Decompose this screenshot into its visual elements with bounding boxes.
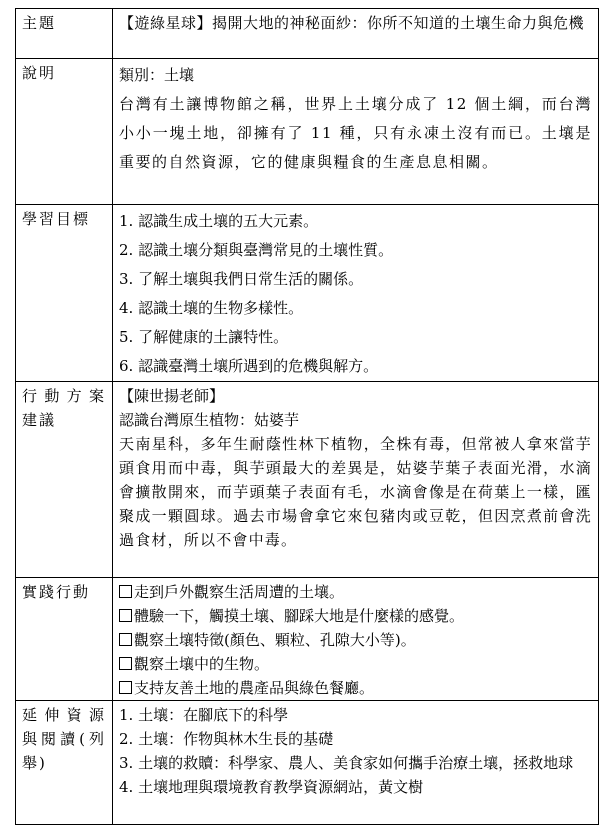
practice-item [119,604,592,628]
goal-item: 1. 認識生成土壤的五大元素。 [119,212,319,230]
action-plan-text: 天南星科，多年生耐蔭性林下植物，全株有毒，但常被人拿來當芋頭食用而中毒，與芋頭最大的差異是，姑婆芋葉子表面光滑，水滴會擴散開來，而芋頭葉子表面有毛，水滴會像是在荷葉上一樣，匯聚成一顆圓球。過去市場會拿它來包豬肉或豆乾，但因烹煮前會洗過食材，所以不會中毒。 [119,435,592,549]
description-text: 台灣有土讓博物館之稱，世界上土壤分成了 12 個土綱，而台灣小小一塊土地，卻擁有了 11 種，只有永凍土沒有而已。土壤是重要的自然資源，它的健康與糧食的生產息息相關。 [119,95,592,171]
goals-row [16,205,599,382]
practice-row [16,578,599,701]
goals-cell [113,205,599,382]
practice-item-text: 體驗一下，觸摸土壤、腳踩大地是什麼樣的感覺。 [134,607,465,625]
practice-cell [113,578,599,701]
practice-item [119,628,592,652]
goal-item: 4. 認識土壤的生物多樣性。 [119,299,304,317]
practice-item [119,580,592,604]
reading-item: 1. 土壤：在腳底下的科學 [119,706,289,724]
reading-item: 3. 土壤的救贖：科學家、農人、美食家如何攜手治療土壤，拯救地球 [119,754,574,772]
practice-item-text: 走到戶外觀察生活周遭的土壤。 [134,583,345,601]
checkbox-icon[interactable] [119,681,132,694]
action-plan-cell [113,382,599,578]
reading-item: 4. 土壤地理與環境教育教學資源網站，黃文樹 [119,778,424,796]
checkbox-icon[interactable] [119,609,132,622]
checkbox-icon[interactable] [119,585,132,598]
checkbox-icon[interactable] [119,633,132,646]
practice-label: 實踐行動 [16,578,113,701]
goal-item: 6. 認識臺灣土壤所遇到的危機與解方。 [119,357,379,375]
reading-row [16,701,599,825]
teacher-name: 【陳世揚老師】 [119,387,225,405]
goals-label: 學習目標 [16,205,113,382]
practice-item-text: 觀察土壤特徵(顏色、顆粒、孔隙大小等)。 [134,631,416,649]
goal-item: 5. 了解健康的土讓特性。 [119,328,289,346]
goal-item: 2. 認識土壤分類與臺灣常見的土壤性質。 [119,241,394,259]
description-row [16,59,599,205]
practice-item [119,652,592,676]
checkbox-icon[interactable] [119,657,132,670]
plant-subtitle: 認識台灣原生植物：姑婆芋 [119,411,300,429]
reading-label: 延伸資源與閱讀(列舉) [16,701,113,825]
description-cell [113,59,599,205]
goal-item: 3. 了解土壤與我們日常生活的關係。 [119,270,364,288]
practice-item-text: 觀察土壤中的生物。 [134,655,270,673]
topic-text: 【遊綠星球】揭開大地的神秘面紗：你所不知道的土壤生命力與危機 [113,9,599,59]
reading-item: 2. 土壤：作物與林木生長的基礎 [119,730,334,748]
practice-item [119,676,592,700]
topic-row [16,9,599,59]
reading-cell [113,701,599,825]
practice-item-text: 支持友善土地的農產品與綠色餐廳。 [134,679,375,697]
action-plan-row [16,382,599,578]
description-label: 說明 [16,59,113,205]
topic-label: 主題 [16,9,113,59]
action-plan-label: 行動方案建議 [16,382,113,578]
description-category: 類別：土壤 [119,66,195,84]
worksheet-table [15,8,599,825]
